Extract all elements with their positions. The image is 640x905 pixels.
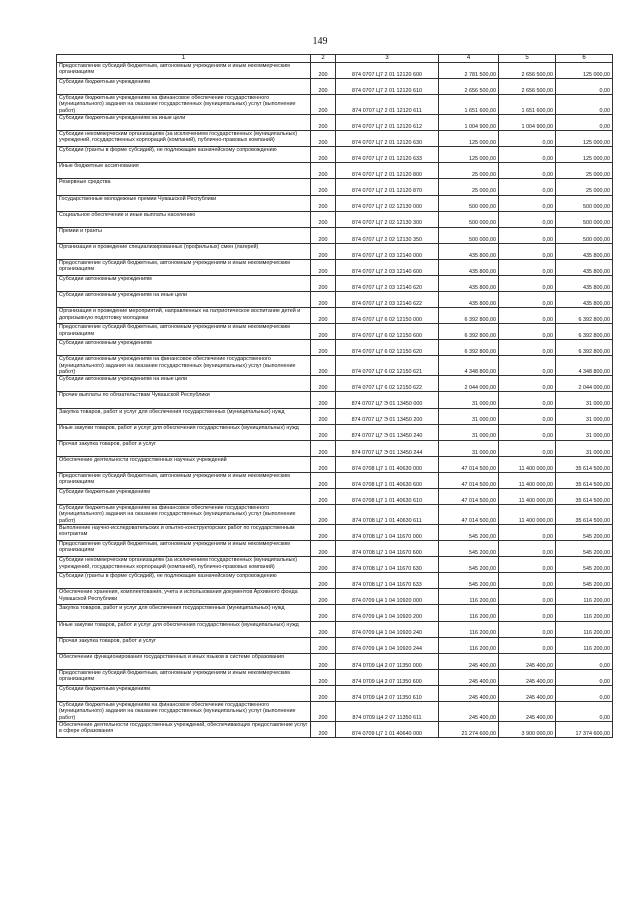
row-amount-republic: 125 000,00 [556, 147, 613, 163]
table-row [57, 131, 613, 147]
row-amount-federal: 245 400,00 [499, 653, 556, 669]
row-classification: 874 0707 Ц7 2 02 12130 350 [336, 227, 439, 243]
row-name: Прочая закупка товаров, работ и услуг [57, 440, 311, 456]
row-amount-republic: 6 392 800,00 [556, 308, 613, 324]
row-code: 200 [311, 653, 336, 669]
column-number-row [57, 55, 613, 63]
row-amount-total: 2 656 500,00 [439, 79, 499, 95]
row-classification: 874 0707 Ц7 2 01 12120 612 [336, 115, 439, 131]
table-row [57, 163, 613, 179]
row-name: Субсидии автономным учреждениям [57, 276, 311, 292]
row-code: 200 [311, 605, 336, 621]
row-amount-total: 245 400,00 [439, 702, 499, 722]
row-name: Предоставление субсидий бюджетным, автономным учреждениям и иным некоммерческим организациям [57, 63, 311, 79]
column-number: 2 [311, 55, 336, 63]
row-code: 200 [311, 669, 336, 685]
row-amount-federal: 0,00 [499, 637, 556, 653]
row-amount-republic: 116 200,00 [556, 605, 613, 621]
row-classification: 874 0707 Ц7 2 01 12120 600 [336, 63, 439, 79]
row-amount-federal: 0,00 [499, 557, 556, 573]
row-code: 200 [311, 292, 336, 308]
row-classification: 874 0707 Ц7 2 03 12140 600 [336, 259, 439, 275]
row-code: 200 [311, 505, 336, 525]
table-row [57, 456, 613, 472]
table-row [57, 179, 613, 195]
row-amount-republic: 116 200,00 [556, 589, 613, 605]
table-row [57, 211, 613, 227]
row-name: Выполнение научно-исследовательских и опытно-конструкторских работ по государственным контрактам [57, 525, 311, 541]
row-name: Предоставление субсидий бюджетным, автономным учреждениям и иным некоммерческим организациям [57, 472, 311, 488]
table-row [57, 605, 613, 621]
row-name: Субсидии некоммерческим организациям (за исключением государственных (муниципальных) учреждений, государственных корпораций (компаний), публично-правовых компаний) [57, 131, 311, 147]
row-classification: 874 0707 Ц7 2 02 12130 300 [336, 211, 439, 227]
row-amount-total: 31 000,00 [439, 392, 499, 408]
row-amount-republic: 25 000,00 [556, 163, 613, 179]
row-name: Иные закупки товаров, работ и услуг для обеспечения государственных (муниципальных) нужд [57, 424, 311, 440]
row-code: 200 [311, 440, 336, 456]
row-amount-total: 2 781 500,00 [439, 63, 499, 79]
row-amount-republic: 6 392 800,00 [556, 340, 613, 356]
row-amount-republic: 6 392 800,00 [556, 324, 613, 340]
row-name: Субсидии бюджетным учреждениям на финансовое обеспечение государственного (муниципального) задания на оказание государственных (муниципальных) услуг (выполнение работ) [57, 95, 311, 115]
row-code: 200 [311, 324, 336, 340]
row-amount-total: 125 000,00 [439, 131, 499, 147]
row-classification: 874 0708 Ц7 1 04 11670 630 [336, 557, 439, 573]
table-row [57, 79, 613, 95]
row-name: Субсидии автономным учреждениям на финансовое обеспечение государственного (муниципального) задания на оказание государственных (муниципальных) услуг (выполнение работ) [57, 356, 311, 376]
row-amount-total: 47 014 500,00 [439, 505, 499, 525]
row-name: Субсидии (гранты в форме субсидий), не подлежащие казначейскому сопровождению [57, 573, 311, 589]
row-amount-republic: 31 000,00 [556, 408, 613, 424]
row-code: 200 [311, 589, 336, 605]
row-amount-federal: 0,00 [499, 356, 556, 376]
row-classification: 874 0709 Ц4 2 07 11350 000 [336, 653, 439, 669]
row-amount-total: 116 200,00 [439, 637, 499, 653]
row-name: Закупка товаров, работ и услуг для обеспечения государственных (муниципальных) нужд [57, 605, 311, 621]
row-classification: 874 0707 Ц7 Э 01 13450 240 [336, 424, 439, 440]
row-classification: 874 0707 Ц7 6 02 12150 621 [336, 356, 439, 376]
row-name: Предоставление субсидий бюджетным, автономным учреждениям и иным некоммерческим организациям [57, 541, 311, 557]
row-code: 200 [311, 573, 336, 589]
row-amount-total: 21 274 600,00 [439, 721, 499, 737]
table-row [57, 227, 613, 243]
row-code: 200 [311, 163, 336, 179]
row-classification: 874 0709 Ц4 1 04 10920 244 [336, 637, 439, 653]
column-number: 1 [57, 55, 311, 63]
row-amount-republic: 0,00 [556, 702, 613, 722]
row-name: Субсидии бюджетным учреждениям [57, 79, 311, 95]
row-amount-total: 47 014 500,00 [439, 472, 499, 488]
row-code: 200 [311, 276, 336, 292]
row-amount-total: 4 348 800,00 [439, 356, 499, 376]
row-name: Субсидии бюджетным учреждениям [57, 489, 311, 505]
row-classification: 874 0709 Ц4 1 04 10920 200 [336, 605, 439, 621]
row-amount-total: 500 000,00 [439, 195, 499, 211]
row-amount-republic: 545 200,00 [556, 541, 613, 557]
table-row [57, 621, 613, 637]
table-row [57, 408, 613, 424]
row-amount-republic: 17 374 600,00 [556, 721, 613, 737]
row-amount-republic: 35 614 500,00 [556, 472, 613, 488]
table-row [57, 702, 613, 722]
table-row [57, 276, 613, 292]
row-classification: 874 0708 Ц7 1 04 11670 600 [336, 541, 439, 557]
row-name: Резервные средства [57, 179, 311, 195]
row-name: Субсидии некоммерческим организациям (за исключением государственных (муниципальных) учреждений, государственных корпораций (компаний), публично-правовых компаний) [57, 557, 311, 573]
row-classification: 874 0707 Ц7 Э 01 13450 244 [336, 440, 439, 456]
row-amount-republic: 0,00 [556, 653, 613, 669]
row-amount-total: 125 000,00 [439, 147, 499, 163]
row-amount-republic: 545 200,00 [556, 573, 613, 589]
row-code: 200 [311, 456, 336, 472]
row-name: Субсидии бюджетным учреждениям [57, 685, 311, 701]
row-code: 200 [311, 621, 336, 637]
row-name: Обеспечение деятельности государственных научных учреждений [57, 456, 311, 472]
row-code: 200 [311, 195, 336, 211]
row-amount-republic: 545 200,00 [556, 525, 613, 541]
row-name: Закупка товаров, работ и услуг для обеспечения государственных (муниципальных) нужд [57, 408, 311, 424]
row-classification: 874 0707 Ц7 Э 01 13450 000 [336, 392, 439, 408]
row-amount-republic: 2 044 000,00 [556, 376, 613, 392]
row-code: 200 [311, 259, 336, 275]
column-number: 4 [439, 55, 499, 63]
row-amount-federal: 0,00 [499, 292, 556, 308]
row-amount-federal: 0,00 [499, 392, 556, 408]
row-name: Прочие выплаты по обязательствам Чувашской Республики [57, 392, 311, 408]
table-row [57, 525, 613, 541]
row-amount-federal: 11 400 000,00 [499, 505, 556, 525]
row-classification: 874 0709 Ц4 2 07 11350 600 [336, 669, 439, 685]
table-row [57, 440, 613, 456]
row-classification: 874 0707 Ц7 6 02 12150 620 [336, 340, 439, 356]
row-name: Предоставление субсидий бюджетным, автономным учреждениям и иным некоммерческим организациям [57, 669, 311, 685]
row-amount-federal: 0,00 [499, 589, 556, 605]
row-amount-federal: 0,00 [499, 276, 556, 292]
row-code: 200 [311, 95, 336, 115]
row-amount-federal: 0,00 [499, 440, 556, 456]
row-amount-federal: 0,00 [499, 605, 556, 621]
row-classification: 874 0709 Ц7 1 01 40640 000 [336, 721, 439, 737]
row-amount-federal: 0,00 [499, 408, 556, 424]
row-code: 200 [311, 541, 336, 557]
row-code: 200 [311, 376, 336, 392]
table-row [57, 147, 613, 163]
row-code: 200 [311, 131, 336, 147]
row-name: Обеспечение деятельности государственных учреждений, обеспечивающих предоставление услуг в сфере образования [57, 721, 311, 737]
row-name: Субсидии автономным учреждениям на иные цели [57, 376, 311, 392]
row-amount-federal: 245 400,00 [499, 685, 556, 701]
row-code: 200 [311, 472, 336, 488]
table-row [57, 376, 613, 392]
table-row [57, 557, 613, 573]
row-classification: 874 0707 Ц7 6 02 12150 600 [336, 324, 439, 340]
row-name: Премии и гранты [57, 227, 311, 243]
row-code: 200 [311, 557, 336, 573]
row-amount-total: 116 200,00 [439, 605, 499, 621]
row-code: 200 [311, 179, 336, 195]
row-classification: 874 0707 Ц7 2 03 12140 000 [336, 243, 439, 259]
row-code: 200 [311, 685, 336, 701]
row-classification: 874 0708 Ц7 1 04 11670 633 [336, 573, 439, 589]
row-code: 200 [311, 227, 336, 243]
row-amount-federal: 1 004 900,00 [499, 115, 556, 131]
row-amount-federal: 0,00 [499, 541, 556, 557]
row-amount-total: 545 200,00 [439, 541, 499, 557]
row-amount-total: 6 392 800,00 [439, 340, 499, 356]
row-classification: 874 0707 Ц7 2 01 12120 610 [336, 79, 439, 95]
row-amount-federal: 0,00 [499, 211, 556, 227]
column-number: 3 [336, 55, 439, 63]
row-amount-republic: 35 614 500,00 [556, 456, 613, 472]
table-row [57, 721, 613, 737]
table-row [57, 392, 613, 408]
row-amount-republic: 125 000,00 [556, 131, 613, 147]
table-row [57, 63, 613, 79]
row-classification: 874 0709 Ц4 2 07 11350 610 [336, 685, 439, 701]
row-classification: 874 0707 Ц7 2 03 12140 620 [336, 276, 439, 292]
row-amount-total: 2 044 000,00 [439, 376, 499, 392]
row-amount-republic: 31 000,00 [556, 424, 613, 440]
row-classification: 874 0708 Ц7 1 01 40630 000 [336, 456, 439, 472]
row-name: Субсидии автономным учреждениям [57, 340, 311, 356]
row-amount-republic: 500 000,00 [556, 211, 613, 227]
row-amount-republic: 545 200,00 [556, 557, 613, 573]
table-row [57, 308, 613, 324]
row-amount-federal: 0,00 [499, 376, 556, 392]
row-name: Субсидии бюджетным учреждениям на иные цели [57, 115, 311, 131]
row-amount-federal: 0,00 [499, 573, 556, 589]
row-amount-federal: 2 656 500,00 [499, 63, 556, 79]
row-code: 200 [311, 79, 336, 95]
row-amount-total: 435 800,00 [439, 243, 499, 259]
row-amount-federal: 0,00 [499, 324, 556, 340]
row-amount-federal: 0,00 [499, 259, 556, 275]
row-amount-total: 545 200,00 [439, 557, 499, 573]
row-amount-total: 47 014 500,00 [439, 489, 499, 505]
row-amount-total: 500 000,00 [439, 211, 499, 227]
row-amount-total: 245 400,00 [439, 653, 499, 669]
row-code: 200 [311, 408, 336, 424]
row-classification: 874 0707 Ц7 2 03 12140 622 [336, 292, 439, 308]
row-name: Иные бюджетные ассигнования [57, 163, 311, 179]
table-row [57, 472, 613, 488]
table-row [57, 653, 613, 669]
table-row [57, 195, 613, 211]
row-name: Субсидии (гранты в форме субсидий), не подлежащие казначейскому сопровождению [57, 147, 311, 163]
row-amount-federal: 0,00 [499, 179, 556, 195]
row-classification: 874 0708 Ц7 1 01 40630 611 [336, 505, 439, 525]
row-amount-total: 435 800,00 [439, 259, 499, 275]
row-amount-republic: 0,00 [556, 115, 613, 131]
row-amount-total: 545 200,00 [439, 525, 499, 541]
row-name: Предоставление субсидий бюджетным, автономным учреждениям и иным некоммерческим организациям [57, 259, 311, 275]
row-amount-total: 245 400,00 [439, 669, 499, 685]
table-row [57, 324, 613, 340]
row-name: Субсидии автономным учреждениям на иные цели [57, 292, 311, 308]
row-code: 200 [311, 147, 336, 163]
column-number: 5 [499, 55, 556, 63]
row-amount-republic: 125 000,00 [556, 63, 613, 79]
row-amount-total: 47 014 500,00 [439, 456, 499, 472]
row-amount-federal: 11 400 000,00 [499, 472, 556, 488]
row-name: Иные закупки товаров, работ и услуг для обеспечения государственных (муниципальных) нужд [57, 621, 311, 637]
row-amount-total: 435 800,00 [439, 276, 499, 292]
row-classification: 874 0707 Ц7 2 01 12120 870 [336, 179, 439, 195]
row-code: 200 [311, 424, 336, 440]
row-amount-total: 31 000,00 [439, 408, 499, 424]
row-classification: 874 0707 Ц7 6 02 12150 000 [336, 308, 439, 324]
row-amount-federal: 2 656 500,00 [499, 79, 556, 95]
row-amount-federal: 245 400,00 [499, 702, 556, 722]
row-name: Организация и проведение мероприятий, направленных на патриотическое воспитание детей и допризывную подготовку молодежи [57, 308, 311, 324]
row-classification: 874 0708 Ц7 1 04 11670 000 [336, 525, 439, 541]
row-amount-federal: 0,00 [499, 163, 556, 179]
table-row [57, 541, 613, 557]
row-amount-republic: 500 000,00 [556, 227, 613, 243]
row-name: Обеспечение функционирования государственных и иных языков в системе образования [57, 653, 311, 669]
table-row [57, 356, 613, 376]
row-amount-total: 116 200,00 [439, 589, 499, 605]
row-code: 200 [311, 392, 336, 408]
row-code: 200 [311, 63, 336, 79]
row-classification: 874 0707 Ц7 6 02 12150 622 [336, 376, 439, 392]
row-classification: 874 0707 Ц7 2 02 12130 000 [336, 195, 439, 211]
row-code: 200 [311, 211, 336, 227]
table-row [57, 243, 613, 259]
table-row [57, 489, 613, 505]
row-amount-federal: 245 400,00 [499, 669, 556, 685]
row-code: 200 [311, 637, 336, 653]
row-amount-federal: 1 651 600,00 [499, 95, 556, 115]
row-classification: 874 0707 Ц7 2 01 12120 630 [336, 131, 439, 147]
row-amount-total: 116 200,00 [439, 621, 499, 637]
row-code: 200 [311, 489, 336, 505]
row-amount-federal: 0,00 [499, 424, 556, 440]
row-amount-federal: 0,00 [499, 340, 556, 356]
row-amount-federal: 11 400 000,00 [499, 489, 556, 505]
row-code: 200 [311, 525, 336, 541]
row-amount-republic: 500 000,00 [556, 195, 613, 211]
row-amount-total: 25 000,00 [439, 163, 499, 179]
table-row [57, 505, 613, 525]
row-name: Субсидии бюджетным учреждениям на финансовое обеспечение государственного (муниципального) задания на оказание государственных (муниципальных) услуг (выполнение работ) [57, 702, 311, 722]
table-row [57, 589, 613, 605]
row-classification: 874 0707 Ц7 2 01 12120 611 [336, 95, 439, 115]
row-classification: 874 0709 Ц4 2 07 11350 611 [336, 702, 439, 722]
row-amount-republic: 116 200,00 [556, 637, 613, 653]
row-name: Государственные молодежные премии Чувашской Республики [57, 195, 311, 211]
row-amount-total: 435 800,00 [439, 292, 499, 308]
table-row [57, 259, 613, 275]
row-amount-republic: 0,00 [556, 685, 613, 701]
row-amount-federal: 3 900 000,00 [499, 721, 556, 737]
row-amount-republic: 435 800,00 [556, 292, 613, 308]
row-amount-federal: 0,00 [499, 308, 556, 324]
row-amount-total: 31 000,00 [439, 440, 499, 456]
table-row [57, 573, 613, 589]
row-code: 200 [311, 356, 336, 376]
row-amount-total: 31 000,00 [439, 424, 499, 440]
table-row [57, 669, 613, 685]
row-name: Прочая закупка товаров, работ и услуг [57, 637, 311, 653]
row-code: 200 [311, 702, 336, 722]
row-amount-republic: 0,00 [556, 669, 613, 685]
row-amount-federal: 0,00 [499, 243, 556, 259]
row-amount-total: 6 392 800,00 [439, 324, 499, 340]
row-amount-federal: 0,00 [499, 195, 556, 211]
row-amount-republic: 4 348 800,00 [556, 356, 613, 376]
table-row [57, 292, 613, 308]
row-amount-total: 25 000,00 [439, 179, 499, 195]
row-amount-republic: 35 614 500,00 [556, 489, 613, 505]
row-amount-federal: 0,00 [499, 131, 556, 147]
row-amount-federal: 0,00 [499, 227, 556, 243]
row-classification: 874 0708 Ц7 1 01 40630 610 [336, 489, 439, 505]
row-amount-republic: 435 800,00 [556, 243, 613, 259]
row-amount-federal: 0,00 [499, 621, 556, 637]
row-classification: 874 0709 Ц4 1 04 10920 240 [336, 621, 439, 637]
row-name: Субсидии бюджетным учреждениям на финансовое обеспечение государственного (муниципального) задания на оказание государственных (муниципальных) услуг (выполнение работ) [57, 505, 311, 525]
row-code: 200 [311, 308, 336, 324]
row-amount-republic: 0,00 [556, 95, 613, 115]
row-amount-republic: 0,00 [556, 79, 613, 95]
row-amount-federal: 0,00 [499, 525, 556, 541]
row-amount-republic: 435 800,00 [556, 276, 613, 292]
row-amount-republic: 25 000,00 [556, 179, 613, 195]
row-name: Социальное обеспечение и иные выплаты населению [57, 211, 311, 227]
row-code: 200 [311, 340, 336, 356]
row-amount-federal: 0,00 [499, 147, 556, 163]
row-classification: 874 0707 Ц7 Э 01 13450 200 [336, 408, 439, 424]
row-code: 200 [311, 243, 336, 259]
row-amount-total: 1 651 600,00 [439, 95, 499, 115]
row-classification: 874 0707 Ц7 2 01 12120 633 [336, 147, 439, 163]
table-row [57, 115, 613, 131]
row-code: 200 [311, 115, 336, 131]
table-row [57, 340, 613, 356]
row-amount-federal: 11 400 000,00 [499, 456, 556, 472]
row-classification: 874 0709 Ц4 1 04 10920 000 [336, 589, 439, 605]
row-amount-republic: 116 200,00 [556, 621, 613, 637]
table-row [57, 685, 613, 701]
table-row [57, 95, 613, 115]
row-classification: 874 0707 Ц7 2 01 12120 800 [336, 163, 439, 179]
row-classification: 874 0708 Ц7 1 01 40630 600 [336, 472, 439, 488]
row-name: Предоставление субсидий бюджетным, автономным учреждениям и иным некоммерческим организациям [57, 324, 311, 340]
budget-table [56, 54, 613, 738]
row-amount-republic: 435 800,00 [556, 259, 613, 275]
row-amount-total: 6 392 800,00 [439, 308, 499, 324]
row-amount-republic: 35 614 500,00 [556, 505, 613, 525]
row-amount-republic: 31 000,00 [556, 440, 613, 456]
table-row [57, 637, 613, 653]
row-amount-total: 500 000,00 [439, 227, 499, 243]
row-amount-total: 1 004 900,00 [439, 115, 499, 131]
row-amount-republic: 31 000,00 [556, 392, 613, 408]
column-number: 6 [556, 55, 613, 63]
page-number: 149 [312, 36, 328, 47]
row-name: Обеспечение хранения, комплектования, учета и использования документов Архивного фонда Чувашской Республики [57, 589, 311, 605]
row-amount-total: 545 200,00 [439, 573, 499, 589]
row-name: Организация и проведение специализированных (профильных) смен (лагерей) [57, 243, 311, 259]
row-amount-total: 245 400,00 [439, 685, 499, 701]
row-code: 200 [311, 721, 336, 737]
table-row [57, 424, 613, 440]
